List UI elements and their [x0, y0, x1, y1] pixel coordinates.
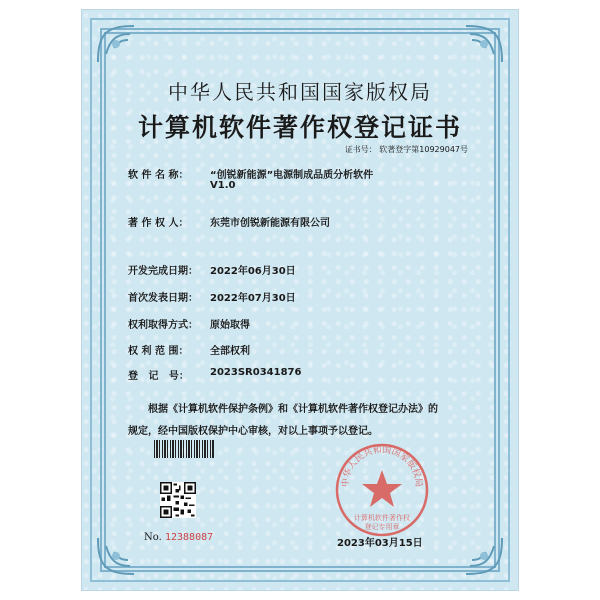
field-label-registration-number: 登 记 号：: [128, 371, 189, 382]
barcode: [154, 440, 214, 458]
field-label-owner: 著 作 权 人：: [128, 218, 189, 229]
certificate-title: 计算机软件著作权登记证书: [137, 113, 462, 142]
serial-number-value: 12388087: [164, 532, 214, 543]
field-value-scope: 全部权利: [210, 346, 250, 357]
certificate-number: 证书号： 软著登字第10929047号: [344, 145, 468, 154]
field-value-owner: 东莞市创锐新能源有限公司: [210, 218, 330, 229]
field-value-publish-date: 2022年07月30日: [210, 293, 296, 304]
statement-line-1: 根据《计算机软件保护条例》和《计算机软件著作权登记办法》的: [148, 404, 438, 415]
qr-code-icon: [160, 482, 196, 518]
issuer-name: 中华人民共和国国家版权局: [168, 80, 432, 104]
field-label-publish-date: 首次发表日期：: [128, 293, 198, 304]
official-seal-icon: [332, 440, 432, 540]
field-label-completion-date: 开发完成日期：: [128, 266, 198, 277]
seal-center-text-2: 登记专用章: [364, 523, 400, 531]
field-label-software-name: 软 件 名 称：: [128, 170, 189, 181]
field-value-version: V1.0: [210, 180, 236, 191]
certificate-paper: [82, 10, 518, 590]
corner-ornament-icon: [444, 24, 504, 64]
seal-ring-text: 中华人民共和国国家版权局: [340, 445, 424, 488]
statement-line-2: 规定，经中国版权保护中心审核，对以上事项予以登记。: [128, 426, 378, 437]
issue-date: 2023年03月15日: [337, 538, 423, 549]
corner-ornament-icon: [444, 536, 504, 576]
field-label-scope: 权 利 范 围：: [128, 346, 189, 357]
corner-ornament-icon: [96, 24, 156, 64]
serial-number: [144, 532, 213, 543]
field-label-acquisition: 权利取得方式：: [128, 320, 198, 331]
field-value-software-name: “创锐新能源”电源制成品质分析软件: [210, 170, 374, 181]
field-value-completion-date: 2022年06月30日: [210, 266, 296, 277]
field-value-registration-number: 2023SR0341876: [210, 367, 302, 378]
field-value-acquisition: 原始取得: [210, 320, 250, 331]
seal-center-text-1: 计算机软件著作权: [354, 514, 410, 522]
serial-prefix: No.: [144, 532, 162, 543]
